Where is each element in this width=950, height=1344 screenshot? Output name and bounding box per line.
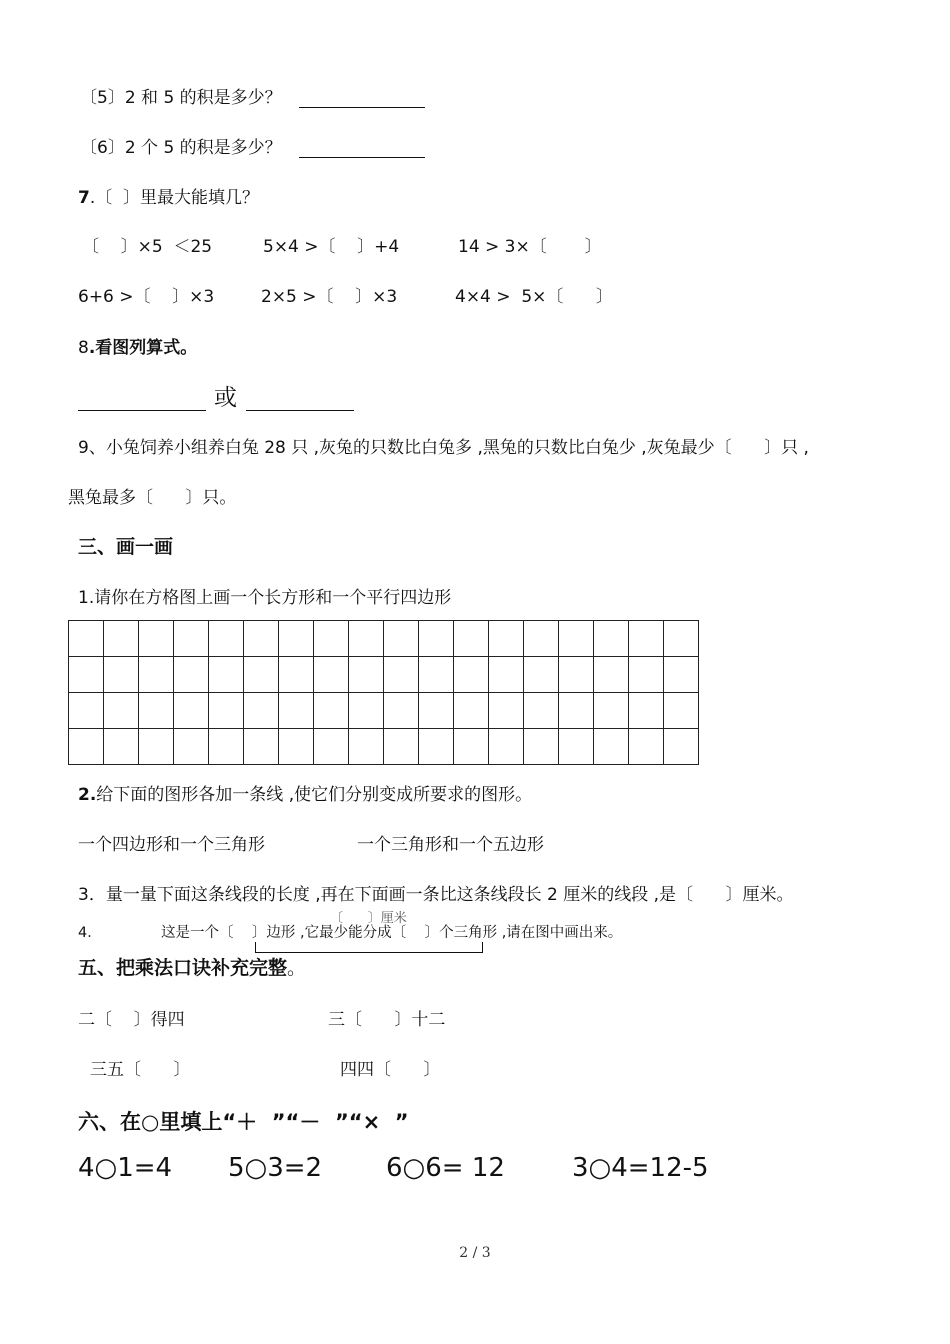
grid-cell[interactable]	[244, 693, 279, 729]
grid-row	[69, 729, 699, 765]
section-5-heading-end: 。	[287, 957, 307, 979]
grid-cell[interactable]	[594, 693, 629, 729]
grid-cell[interactable]	[419, 693, 454, 729]
grid-cell[interactable]	[419, 729, 454, 765]
operator-equation-4[interactable]: 3○4=12-5	[572, 1153, 709, 1183]
grid-cell[interactable]	[104, 693, 139, 729]
grid-cell[interactable]	[139, 729, 174, 765]
section-3-question-2-number: 2.	[78, 785, 97, 805]
question-6: 〔6〕2 个 5 的积是多少？	[80, 138, 282, 158]
grid-cell[interactable]	[594, 657, 629, 693]
section-3-question-1: 1.请你在方格图上画一个长方形和一个平行四边形	[78, 588, 452, 608]
page-number: 2 / 3	[459, 1245, 491, 1261]
grid-cell[interactable]	[69, 621, 104, 657]
question-5: 〔5〕2 和 5 的积是多少？	[80, 88, 282, 108]
grid-cell[interactable]	[559, 621, 594, 657]
grid-cell[interactable]	[104, 621, 139, 657]
grid-cell[interactable]	[629, 693, 664, 729]
grid-row	[69, 693, 699, 729]
grid-cell[interactable]	[454, 729, 489, 765]
grid-cell[interactable]	[524, 621, 559, 657]
question-8-title	[78, 337, 197, 359]
grid-cell[interactable]	[209, 693, 244, 729]
grid-cell[interactable]	[489, 621, 524, 657]
section-3-question-2-text: 给下面的图形各加一条线 ,使它们分别变成所要求的图形。	[96, 785, 533, 805]
grid-cell[interactable]	[244, 729, 279, 765]
section-3-question-4-number: 4．	[78, 925, 102, 941]
grid-cell[interactable]	[139, 621, 174, 657]
grid-cell[interactable]	[454, 621, 489, 657]
question-7-number: 7	[78, 188, 90, 208]
q7-item-4[interactable]: 6+6 >〔 〕×3	[78, 287, 215, 307]
grid-cell[interactable]	[559, 693, 594, 729]
answer-blank-6[interactable]	[299, 157, 425, 158]
grid-cell[interactable]	[314, 621, 349, 657]
operator-equation-1[interactable]: 4○1=4	[78, 1153, 173, 1183]
grid-cell[interactable]	[419, 621, 454, 657]
grid-cell[interactable]	[279, 657, 314, 693]
grid-cell[interactable]	[454, 657, 489, 693]
grid-cell[interactable]	[489, 693, 524, 729]
question-9-line-1: 9、小兔饲养小组养白兔 28 只 ,灰兔的只数比白兔多 ,黑兔的只数比白兔少 ,灰兔最少〔 〕只 ,	[78, 438, 809, 458]
question-7-title	[78, 187, 259, 209]
grid-cell[interactable]	[104, 729, 139, 765]
grid-cell[interactable]	[384, 729, 419, 765]
grid-cell[interactable]	[524, 693, 559, 729]
grid-cell[interactable]	[209, 657, 244, 693]
shape-task-left: 一个四边形和一个三角形	[78, 835, 265, 855]
grid-cell[interactable]	[664, 657, 699, 693]
grid-cell[interactable]	[139, 657, 174, 693]
grid-cell[interactable]	[349, 657, 384, 693]
section-3-question-4-text: 这是一个〔 〕边形 ,它最少能分成〔 〕个三角形 ,请在图中画出来。	[161, 925, 623, 941]
grid-cell[interactable]	[489, 657, 524, 693]
grid-cell[interactable]	[524, 657, 559, 693]
line-segment	[255, 942, 483, 953]
q8-answer-blank-2[interactable]	[246, 410, 354, 411]
multiplication-rhyme-3[interactable]: 三五〔 〕	[90, 1060, 191, 1080]
grid-cell[interactable]	[209, 729, 244, 765]
section-3-question-2	[78, 784, 532, 806]
grid-cell[interactable]	[209, 621, 244, 657]
q7-item-3[interactable]: 14 > 3×〔 〕	[458, 237, 602, 257]
grid-cell[interactable]	[454, 693, 489, 729]
grid-row	[69, 621, 699, 657]
grid-cell[interactable]	[69, 729, 104, 765]
q7-item-2[interactable]: 5×4 >〔 〕+4	[263, 237, 400, 257]
drawing-grid[interactable]	[68, 620, 699, 765]
grid-cell[interactable]	[559, 657, 594, 693]
grid-cell[interactable]	[384, 621, 419, 657]
question-7-text: .〔 〕里最大能填几？	[89, 188, 260, 208]
grid-cell[interactable]	[279, 693, 314, 729]
grid-cell[interactable]	[279, 621, 314, 657]
q7-item-1[interactable]: 〔 〕×5 ＜25	[82, 237, 213, 257]
answer-blank-5[interactable]	[299, 107, 425, 108]
q8-or: 或	[214, 385, 237, 411]
grid-cell[interactable]	[664, 621, 699, 657]
question-8-text: .看图列算式。	[88, 338, 198, 358]
section-5-heading	[78, 957, 306, 979]
grid-cell[interactable]	[419, 657, 454, 693]
grid-cell[interactable]	[524, 729, 559, 765]
grid-cell[interactable]	[629, 729, 664, 765]
grid-cell[interactable]	[314, 693, 349, 729]
grid-cell[interactable]	[664, 693, 699, 729]
grid-cell[interactable]	[69, 693, 104, 729]
grid-cell[interactable]	[174, 657, 209, 693]
grid-cell[interactable]	[174, 693, 209, 729]
grid-cell[interactable]	[104, 657, 139, 693]
grid-cell[interactable]	[174, 621, 209, 657]
section-6-heading: 六、在○里填上“＋ ”“－ ”“× ”	[78, 1110, 409, 1134]
multiplication-rhyme-4[interactable]: 四四〔 〕	[340, 1060, 441, 1080]
grid-cell[interactable]	[384, 657, 419, 693]
grid-row	[69, 657, 699, 693]
section-5-heading-text: 五、把乘法口诀补充完整	[78, 957, 288, 979]
grid-cell[interactable]	[629, 621, 664, 657]
q7-item-5[interactable]: 2×5 >〔 〕×3	[261, 287, 398, 307]
grid-cell[interactable]	[384, 693, 419, 729]
grid-cell[interactable]	[594, 621, 629, 657]
operator-equation-3[interactable]: 6○6= 12	[386, 1153, 505, 1183]
multiplication-rhyme-2[interactable]: 三〔 〕十二	[328, 1010, 446, 1030]
q7-item-6[interactable]: 4×4 > 5×〔 〕	[455, 287, 613, 307]
shape-task-right: 一个三角形和一个五边形	[357, 835, 544, 855]
question-8-number: 8	[78, 338, 89, 358]
grid-cell[interactable]	[349, 729, 384, 765]
section-3-question-3: 3．量一量下面这条线段的长度 ,再在下面画一条比这条线段长 2 厘米的线段 ,是〔 〕厘米。	[78, 885, 794, 905]
grid-cell[interactable]	[664, 729, 699, 765]
operator-equation-2[interactable]: 5○3=2	[228, 1153, 323, 1183]
grid-cell[interactable]	[489, 729, 524, 765]
section-3-heading: 三、画一画	[78, 536, 174, 558]
segment-length-label: 〔 〕厘米	[330, 911, 407, 926]
grid-cell[interactable]	[594, 729, 629, 765]
grid-cell[interactable]	[279, 729, 314, 765]
grid-cell[interactable]	[174, 729, 209, 765]
grid-cell[interactable]	[349, 693, 384, 729]
grid-cell[interactable]	[244, 621, 279, 657]
grid-cell[interactable]	[559, 729, 594, 765]
grid-cell[interactable]	[244, 657, 279, 693]
grid-cell[interactable]	[314, 657, 349, 693]
question-9-line-2: 黑兔最多〔 〕只。	[68, 488, 237, 508]
grid-cell[interactable]	[629, 657, 664, 693]
grid-cell[interactable]	[314, 729, 349, 765]
q8-answer-blank-1[interactable]	[78, 410, 206, 411]
multiplication-rhyme-1[interactable]: 二〔 〕得四	[78, 1010, 185, 1030]
grid-cell[interactable]	[69, 657, 104, 693]
grid-cell[interactable]	[349, 621, 384, 657]
grid-cell[interactable]	[139, 693, 174, 729]
